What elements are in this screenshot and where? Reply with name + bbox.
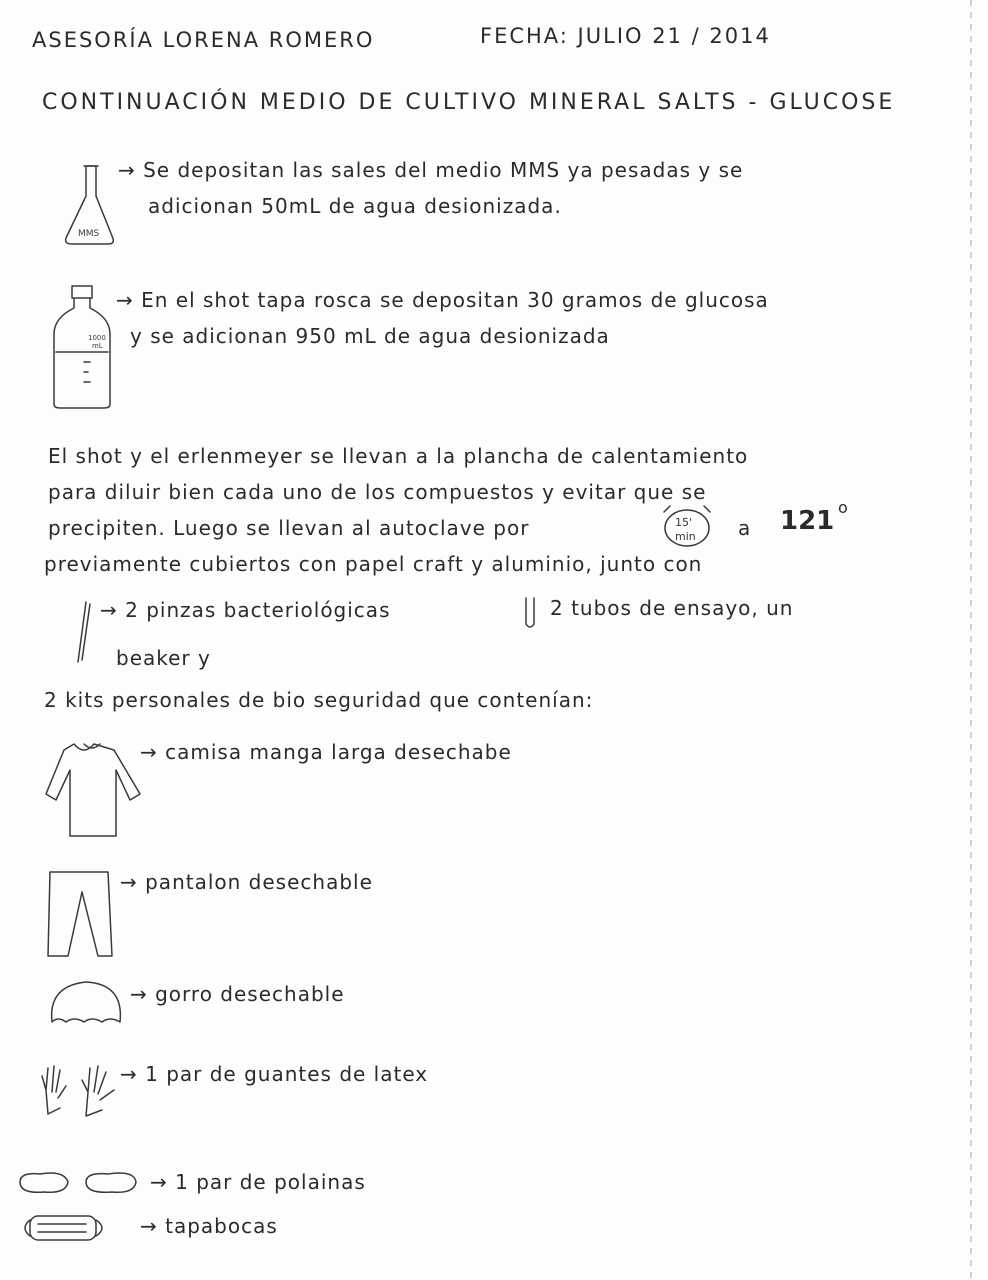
paragraph-line-6: beaker y: [116, 646, 211, 670]
author-header: ASESORÍA LORENA ROMERO: [32, 28, 375, 52]
degree-symbol: o: [838, 498, 848, 517]
flask-step-line-1: → Se depositan las sales del medio MMS ya pesadas y se: [118, 158, 744, 182]
paragraph-line-4: previamente cubiertos con papel craft y aluminio, junto con: [44, 552, 703, 576]
paragraph-line-5b: 2 tubos de ensayo, un: [550, 596, 794, 620]
disposable-cap-icon: [46, 978, 126, 1028]
svg-text:1000: 1000: [88, 334, 106, 342]
kit-item-gloves: → 1 par de guantes de latex: [120, 1062, 429, 1086]
page-title: CONTINUACIÓN MEDIO DE CULTIVO MINERAL SALTS - GLUCOSE: [42, 90, 896, 115]
bottle-step-line-2: y se adicionan 950 mL de agua desionizada: [130, 324, 610, 348]
svg-text:mL: mL: [92, 342, 103, 350]
latex-gloves-icon: [38, 1060, 118, 1120]
page-edge: [970, 0, 972, 1280]
svg-text:MMS: MMS: [78, 229, 100, 239]
shoe-covers-icon: [16, 1168, 140, 1196]
flask-step-line-2: adicionan 50mL de agua desionizada.: [148, 194, 562, 218]
shot-bottle-icon: [50, 282, 114, 412]
date-header: FECHA: JULIO 21 / 2014: [480, 24, 771, 48]
tweezers-icon: [72, 600, 94, 664]
kit-item-cap: → gorro desechable: [130, 982, 345, 1006]
svg-text:15': 15': [675, 516, 693, 529]
paragraph-line-7: 2 kits personales de bio seguridad que contenían:: [44, 688, 594, 712]
kit-item-shoe-covers: → 1 par de polainas: [150, 1170, 366, 1194]
svg-text:min: min: [675, 530, 696, 543]
timer-icon: [660, 502, 714, 550]
paragraph-line-3: precipiten. Luego se llevan al autoclave por: [48, 516, 530, 540]
kit-item-pants: → pantalon desechable: [120, 870, 373, 894]
paragraph-line-1: El shot y el erlenmeyer se llevan a la plancha de calentamiento: [48, 444, 749, 468]
paragraph-line-2: para diluir bien cada uno de los compuestos y evitar que se: [48, 480, 707, 504]
kit-item-mask: → tapabocas: [140, 1214, 278, 1238]
pants-icon: [44, 868, 116, 960]
test-tube-icon: [524, 596, 536, 630]
kit-item-shirt: → camisa manga larga desechabe: [140, 740, 512, 764]
bottle-step-line-1: → En el shot tapa rosca se depositan 30 gramos de glucosa: [116, 288, 769, 312]
erlenmeyer-flask-icon: [58, 162, 120, 248]
paragraph-line-5a: → 2 pinzas bacteriológicas: [100, 598, 391, 622]
paragraph-line-3-connector: a: [738, 516, 752, 540]
long-sleeve-shirt-icon: [44, 740, 144, 840]
face-mask-icon: [20, 1212, 112, 1244]
temperature-value: 121: [780, 506, 835, 536]
